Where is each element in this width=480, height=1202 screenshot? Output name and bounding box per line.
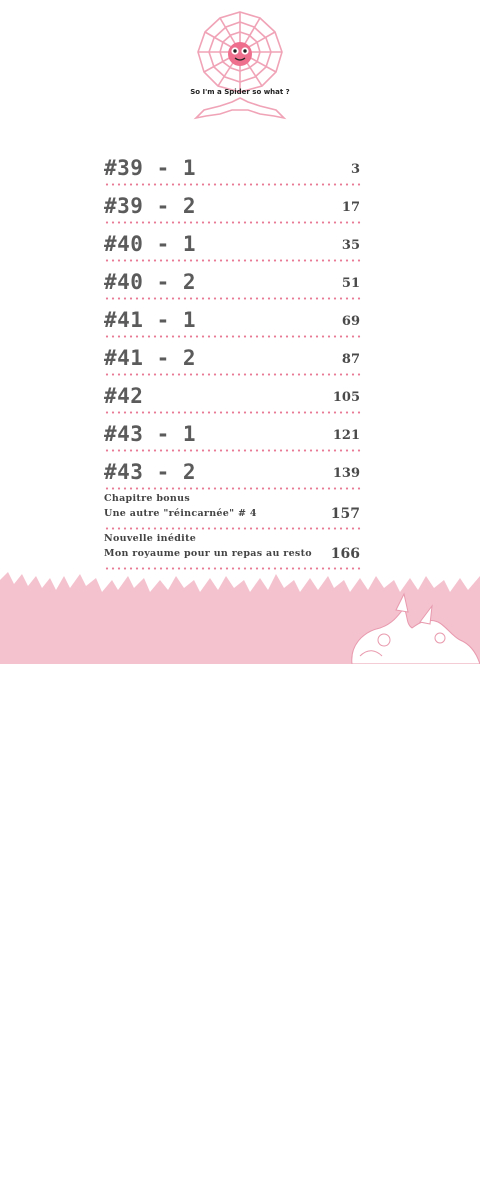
bonus-heading: Chapitre bonus: [104, 493, 190, 504]
toc-row[interactable]: [104, 340, 362, 376]
page-number: 166: [330, 546, 360, 562]
toc-row[interactable]: [104, 188, 362, 224]
page-number: 139: [332, 466, 360, 481]
page-number: 105: [332, 390, 360, 405]
page-number: 87: [341, 352, 360, 367]
dotted-divider: [104, 411, 362, 414]
toc-row[interactable]: [104, 454, 362, 490]
page-number: 157: [330, 506, 360, 522]
toc-row[interactable]: [104, 226, 362, 262]
dotted-divider: [104, 297, 362, 300]
toc-row[interactable]: [104, 150, 362, 186]
chapter-label: #42: [104, 384, 144, 408]
chapter-label: #39 - 2: [104, 194, 197, 218]
novel-heading: Nouvelle inédite: [104, 533, 197, 544]
toc-row-novel[interactable]: [104, 530, 362, 570]
dotted-divider: [104, 221, 362, 224]
dotted-divider: [104, 259, 362, 262]
toc-row[interactable]: [104, 378, 362, 414]
toc-row-bonus[interactable]: [104, 490, 362, 530]
page-number: 51: [341, 276, 360, 291]
spider-logo: [188, 10, 292, 120]
novel-title: Mon royaume pour un repas au resto: [104, 548, 312, 559]
spider-face-icon: [228, 42, 252, 66]
dotted-divider: [104, 373, 362, 376]
page-number: 3: [350, 162, 360, 177]
dotted-divider: [104, 449, 362, 452]
chapter-label: #40 - 1: [104, 232, 197, 256]
toc-row[interactable]: [104, 264, 362, 300]
chapter-label: #41 - 2: [104, 346, 197, 370]
page-number: 69: [341, 314, 360, 329]
spider-web-icon: [188, 10, 292, 120]
chapter-label: #43 - 1: [104, 422, 197, 446]
logo-title: So I'm a Spider so what ?: [190, 88, 290, 96]
chapter-label: #43 - 2: [104, 460, 197, 484]
chapter-label: #40 - 2: [104, 270, 197, 294]
bonus-title: Une autre "réincarnée" # 4: [104, 508, 257, 519]
chapter-label: #41 - 1: [104, 308, 197, 332]
page-number: 121: [332, 428, 360, 443]
toc-row[interactable]: [104, 416, 362, 452]
jagged-pink-banner: [0, 566, 480, 664]
footer-banner: [0, 566, 480, 1202]
dotted-divider: [104, 335, 362, 338]
chapter-label: #39 - 1: [104, 156, 197, 180]
toc-row[interactable]: [104, 302, 362, 338]
dotted-divider: [104, 183, 362, 186]
page-number: 35: [341, 238, 360, 253]
page-number: 17: [341, 200, 360, 215]
section-title: SOMMAIRE: [62, 1178, 188, 1202]
